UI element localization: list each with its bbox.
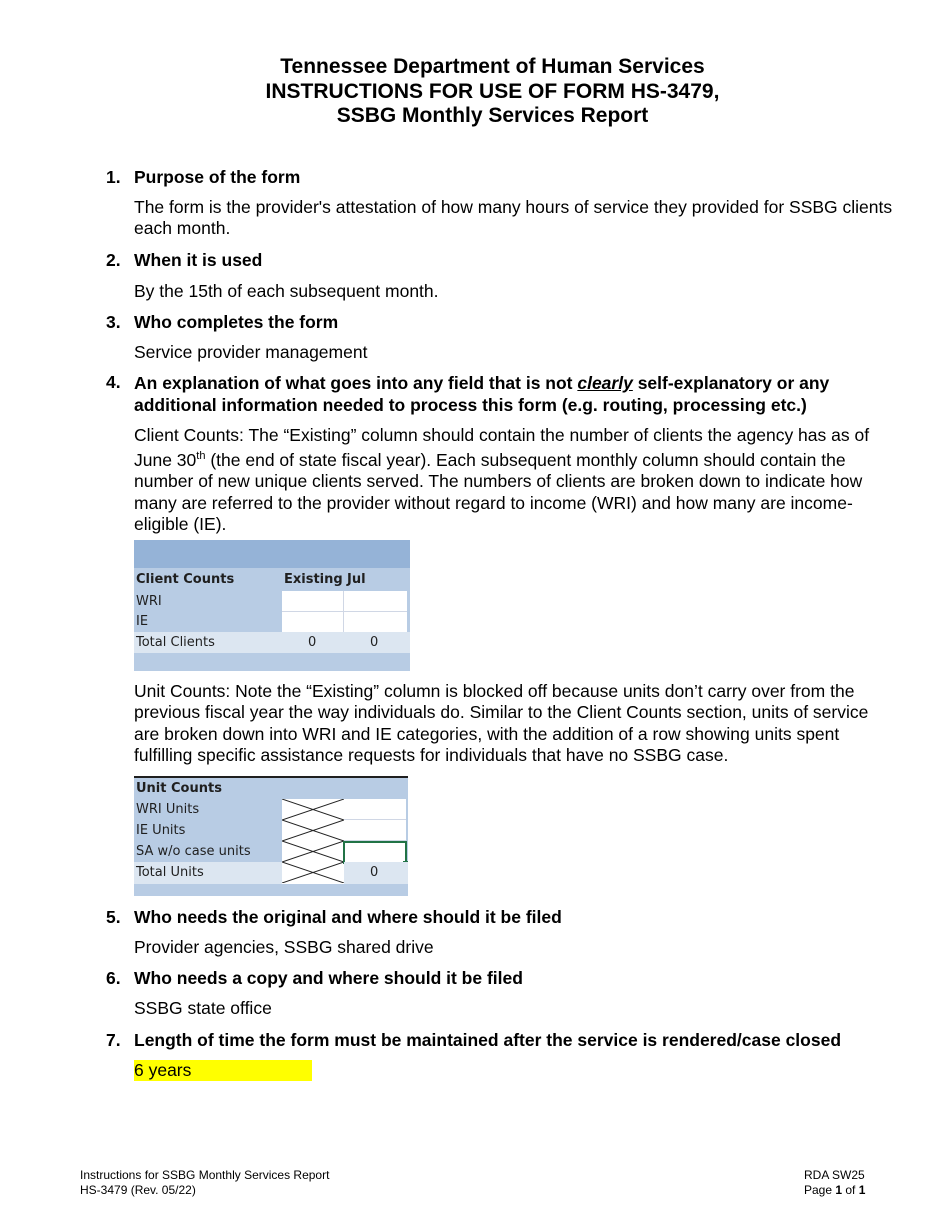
blocked-existing-column [282, 799, 344, 883]
table-header-band [134, 540, 410, 568]
footer-form-title: Instructions for SSBG Monthly Services Report [80, 1168, 330, 1182]
section-3-body: Service provider management [134, 342, 368, 362]
section-5-body: Provider agencies, SSBG shared drive [134, 937, 434, 957]
footer-rda: RDA SW25 [804, 1168, 865, 1182]
row-ie: IE [136, 614, 149, 629]
section-7-body [134, 1060, 894, 1081]
table-footer-band [134, 884, 408, 896]
footer-right [804, 1168, 865, 1197]
section-6-body: SSBG state office [134, 998, 272, 1018]
section-6-heading: 6. Who needs a copy and where should it be filed [106, 968, 523, 988]
unit-counts-table [134, 776, 408, 896]
section-1-heading: 1. Purpose of the form [106, 167, 301, 187]
row-sa-units: SA w/o case units [136, 844, 251, 859]
retention-period-highlight: 6 years [134, 1060, 312, 1081]
unit-counts-header: Unit Counts [136, 781, 222, 796]
unit-counts-text: Unit Counts: Note the “Existing” column is blocked off because units don’t carry over from the previous fiscal year the way individuals do. Similar to the Client Counts section, units of service are broken down into WRI and IE categories, with the addition of a row showing units spent fulfilling specific assistance requests for individuals that have no SSBG case. [134, 681, 869, 765]
cell-wri-jul[interactable] [344, 591, 407, 612]
row-wri-units: WRI Units [136, 802, 200, 817]
cell-ie-units[interactable] [344, 820, 406, 841]
row-ie-units: IE Units [136, 823, 186, 838]
section-2-heading: 2. When it is used [106, 250, 263, 270]
section-2-body: By the 15th of each subsequent month. [134, 281, 439, 301]
page-title [0, 55, 950, 129]
footer-form-number: HS-3479 (Rev. 05/22) [80, 1182, 196, 1197]
section-4-number: 4. [106, 372, 121, 392]
client-counts-text: Client Counts: The “Existing” column should contain the number of clients the agency has as of June 30th (the end of state fiscal year). Each subsequent monthly column should contain the number of new unique clients served. The numbers of clients are broken down to indicate how many are referred to the provider without regard to income (WRI) and how many are income-eligible (IE). [134, 425, 870, 535]
cell-wri-existing[interactable] [282, 591, 344, 612]
footer-left [80, 1168, 329, 1197]
title-line-3: SSBG Monthly Services Report [336, 104, 649, 127]
table-footer-band [134, 653, 410, 671]
cell-wri-units[interactable] [344, 799, 406, 820]
section-3-heading: 3. Who completes the form [106, 312, 339, 332]
section-4-heading: An explanation of what goes into any field that is not clearly self-explanatory or any additional information needed to process this form (e.g. routing, processing etc.) [134, 373, 830, 415]
client-counts-header: Client Counts [136, 572, 235, 587]
client-counts-table [134, 540, 410, 671]
emphasis-clearly: clearly [577, 373, 633, 393]
title-line-2: INSTRUCTIONS FOR USE OF FORM HS-3479, [265, 79, 720, 103]
col-jul: Jul [347, 572, 366, 587]
cell-sa-units-active[interactable] [343, 841, 407, 864]
blocked-cross-icon [282, 799, 344, 883]
section-7-heading: 7. Length of time the form must be maintained after the service is rendered/case closed [106, 1030, 842, 1050]
title-line-1: Tennessee Department of Human Services [280, 55, 705, 78]
cell-ie-existing[interactable] [282, 612, 344, 632]
footer-page-number: Page 1 of 1 [804, 1182, 866, 1197]
total-jul-value: 0 [370, 635, 379, 650]
total-clients-label: Total Clients [136, 635, 215, 650]
col-existing: Existing [284, 572, 343, 587]
total-units-value: 0 [370, 865, 379, 880]
section-5-heading: 5. Who needs the original and where should it be filed [106, 907, 562, 927]
cell-ie-jul[interactable] [344, 612, 407, 632]
row-wri: WRI [136, 594, 162, 609]
total-existing-value: 0 [308, 635, 317, 650]
section-1-body: The form is the provider's attestation of how many hours of service they provided for SSBG clients each month. [134, 197, 893, 239]
total-units-label: Total Units [136, 865, 204, 880]
